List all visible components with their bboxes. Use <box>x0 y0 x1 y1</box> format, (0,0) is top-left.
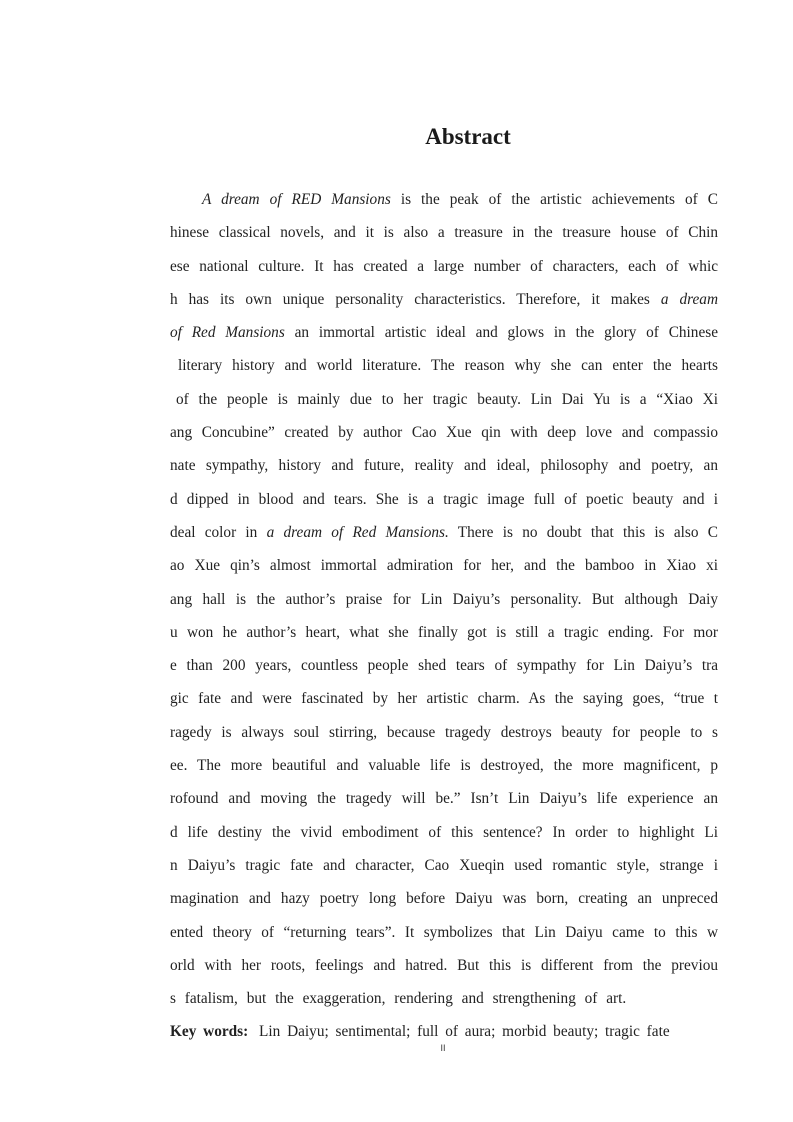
keywords-text: Lin Daiyu; sentimental; full of aura; morbid beauty; tragic fate <box>259 1023 670 1040</box>
body-line <box>170 316 718 349</box>
body-text: e than 200 years, countless people shed tears of sympathy for Lin Daiyu’s tra <box>170 657 718 675</box>
body-text: hinese classical novels, and it is also a treasure in the treasure house of Chin <box>170 224 718 242</box>
body-line <box>170 416 718 449</box>
abstract-body <box>170 183 718 1015</box>
body-line <box>170 816 718 849</box>
body-line <box>170 782 718 815</box>
body-line <box>170 916 718 949</box>
body-line <box>170 716 718 749</box>
body-text: literary history and world literature. The reason why she can enter the hearts <box>178 357 718 375</box>
body-text: magination and hazy poetry long before Daiyu was born, creating an unpreced <box>170 890 718 908</box>
body-line <box>170 949 718 982</box>
body-text: of the people is mainly due to her tragic beauty. Lin Dai Yu is a “Xiao Xi <box>176 390 718 408</box>
body-text: an immortal artistic ideal and glows in the glory of Chinese <box>284 324 718 342</box>
body-text: ragedy is always soul stirring, because tragedy destroys beauty for people to s <box>170 723 718 741</box>
body-line <box>170 449 718 482</box>
body-text: s fatalism, but the exaggeration, rendering and strengthening of art. <box>170 990 627 1008</box>
italic-title-text: a dream of Red Mansions. <box>266 523 449 541</box>
body-text: ao Xue qin’s almost immortal admiration for her, and the bamboo in Xiao xi <box>170 557 718 575</box>
body-text: ee. The more beautiful and valuable life is destroyed, the more magnificent, p <box>170 757 718 775</box>
body-line <box>170 349 718 382</box>
body-line <box>170 216 718 249</box>
body-line <box>170 682 718 715</box>
page-title: Abstract <box>425 124 511 149</box>
italic-title-text: A dream of RED Mansions <box>202 191 391 208</box>
body-line <box>170 516 718 549</box>
body-line <box>170 882 718 915</box>
body-line <box>170 616 718 649</box>
body-line <box>170 649 718 682</box>
body-text: deal color in <box>170 523 267 541</box>
body-text: ented theory of “returning tears”. It symbolizes that Lin Daiyu came to this w <box>170 923 718 941</box>
italic-title-text: of Red Mansions <box>170 324 285 342</box>
body-line <box>170 982 718 1015</box>
body-text: ang Concubine” created by author Cao Xue qin with deep love and compassio <box>170 424 718 442</box>
body-text: u won he author’s heart, what she finally got is still a tragic ending. For mor <box>170 623 718 641</box>
body-text: gic fate and were fascinated by her artistic charm. As the saying goes, “true t <box>170 690 718 708</box>
body-line <box>170 849 718 882</box>
body-line <box>170 283 718 316</box>
body-text: n Daiyu’s tragic fate and character, Cao Xueqin used romantic style, strange i <box>170 856 718 874</box>
page-number: II <box>440 1043 446 1053</box>
body-text: h has its own unique personality characteristics. Therefore, it makes <box>170 290 661 308</box>
body-line <box>170 383 718 416</box>
body-line <box>170 583 718 616</box>
body-line <box>170 183 718 216</box>
body-text: ang hall is the author’s praise for Lin Daiyu’s personality. But although Daiy <box>170 590 718 608</box>
body-line <box>170 483 718 516</box>
body-text: There is no doubt that this is also C <box>448 523 718 541</box>
body-text: rofound and moving the tragedy will be.” Isn’t Lin Daiyu’s life experience an <box>170 790 718 808</box>
italic-title-text: a dream <box>660 290 718 308</box>
body-text: d life destiny the vivid embodiment of this sentence? In order to highlight Li <box>170 823 718 841</box>
body-text: orld with her roots, feelings and hatred. But this is different from the previou <box>170 956 718 974</box>
body-line <box>170 549 718 582</box>
body-line <box>170 250 718 283</box>
body-text: ese national culture. It has created a large number of characters, each of whic <box>170 257 718 275</box>
body-text: nate sympathy, history and future, reality and ideal, philosophy and poetry, an <box>170 457 718 475</box>
body-text: is the peak of the artistic achievements of C <box>390 191 718 208</box>
keywords-label: Key words: <box>170 1023 249 1040</box>
body-line <box>170 749 718 782</box>
body-text: d dipped in blood and tears. She is a tragic image full of poetic beauty and i <box>170 490 718 508</box>
